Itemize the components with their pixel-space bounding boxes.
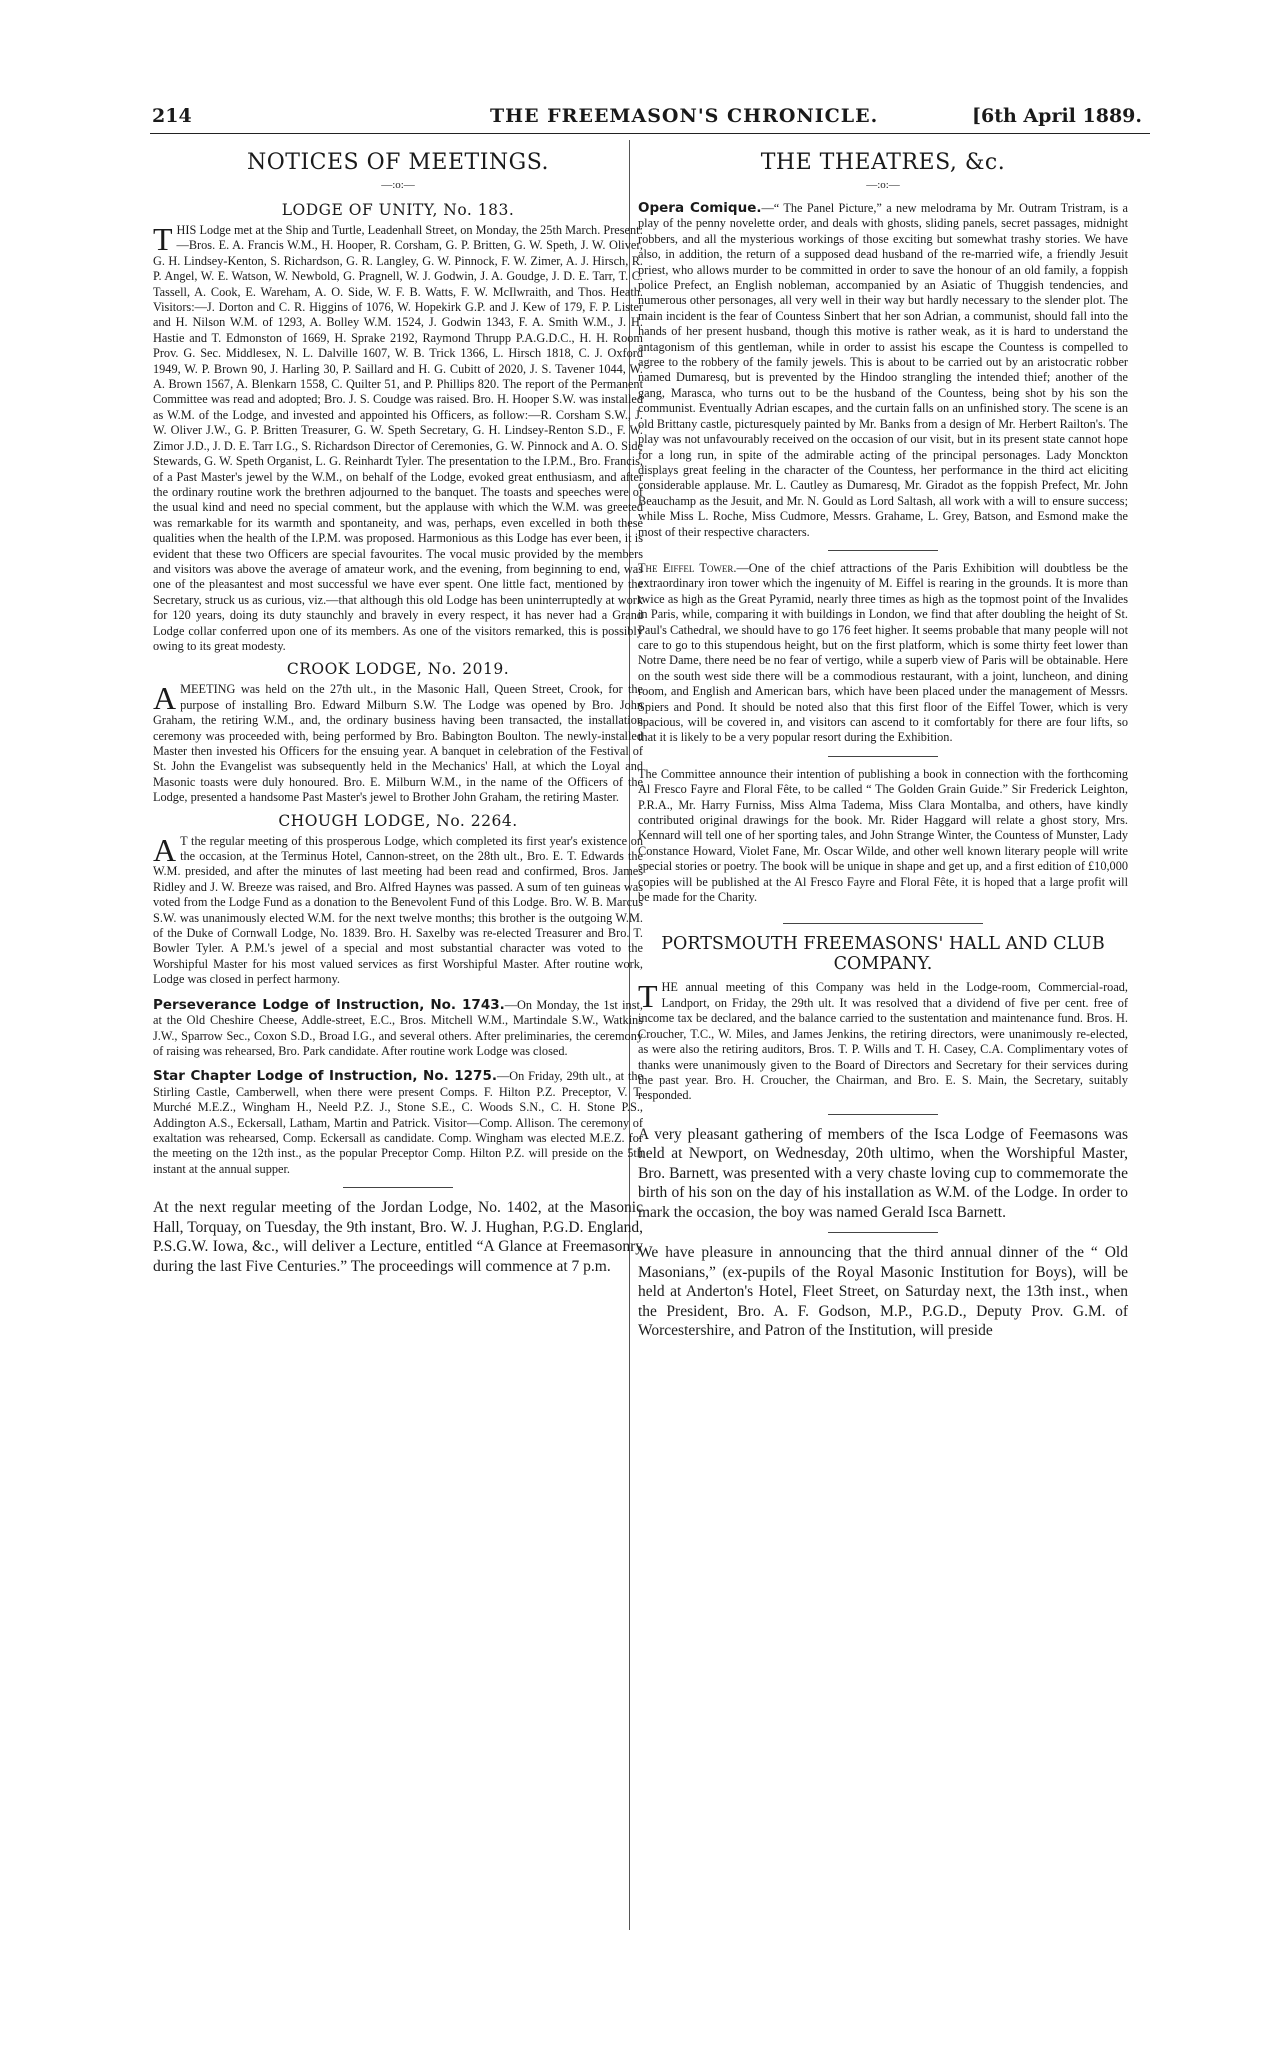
dropcap: T <box>153 221 173 257</box>
portsmouth-text: HE annual meeting of this Company was held in the Lodge-room, Commercial-road, Landport, on Friday, the 29th ult. It was resolved that a dividend of five per cent. free of income tax be declared, and the balance carried to the sustentation and maintenance fund. Bros. H. Croucher, T.C., W. Miles, and James Jenkins, the retiring directors, were unanimously re-elected, as were also the retiring auditors, Bros. T. P. Wills and T. H. Casey, C.A. Complimentary votes of thanks were unanimously given to the Board of Directors and Secretary for their services during the past year. Bro. H. Croucher, the Chairman, and Bro. E. S. Main, the Secretary, suitably responded. <box>638 980 1128 1103</box>
dropcap: T <box>638 978 658 1015</box>
opera-article <box>638 201 1128 540</box>
jordan-text: At the next regular meeting of the Jordan Lodge, No. 1402, at the Masonic Hall, Torquay, on Tuesday, the 9th instant, Bro. W. J. Hughan, P.G.D. England, P.S.G.W. Iowa, &c., will deliver a Lecture, entitled “A Glance at Freemasonry during the last Five Centuries.” The proceedings will commence at 7 p.m. <box>153 1199 643 1275</box>
opera-text: —“ The Panel Picture,” a new melodrama by Mr. Outram Tristram, is a play of the penny novelette order, and deals with ghosts, sliding panels, secret passages, midnight robbers, and all the mysterious workings of those exciting but somewhat trashy stories. We have also, in addition, the return of a supposed dead husband of the re-married wife, a friendly Jesuit priest, who allows murder to be committed in order to save the honour of an old family, a foppish police Prefect, an English nobleman, accompanied by an Asiatic of Thuggish tendencies, and numerous other personages, all very well in their way but hardly necessary to the slender plot. The main incident is the fear of Countess Sinbert that her son Adrian, a communist, should fall into the hands of her present husband, though this motive is rather weak, as it is hard to understand the antagonism of this gentleman, while in order to assist his escape the Countess is compelled to agree to the robbery of the family jewels. This is about to be carried out by an aristocratic robber named Dumaresq, but is prevented by the Hindoo strangling the intended thief; another of the gang, Marasca, who turns out to be the husband of the Countess, being shot by his son the communist. Eventually Adrian escapes, and the curtain falls on an unfinished story. The scene is an old Brittany castle, picturesquely painted by Mr. Banks from a design of Mr. Herbert Railton's. The play was not unfavourably received on the occasion of our visit, but in its present state cannot hope for a long run, in spite of the admirable acting of the principal personages. Lady Monckton displays great feeling in the character of the Countess, her performance in the third act eliciting considerable applause. Mr. L. Cautley as Dumaresq, Mr. Giradot as the foppish Prefect, Mr. John Beauchamp as the Jesuit, and Mr. N. Gould as Lord Saltash, all work with a will to ensure success; while Miss L. Roche, Miss Cudmore, Messrs. Grahame, L. Grey, Batson, and Esmond make the most of their respective characters. <box>638 201 1129 539</box>
committee-text: The Committee announce their intention of publishing a book in connection with the forthcoming Al Fresco Fayre and Floral Fête, to be called “ The Golden Grain Guide.” Sir Frederick Leighton, P.R.A., Mr. Harry Furniss, Miss Alma Tadema, Miss Clara Montalba, and others, have kindly contributed original drawings for the book. Mr. Rider Haggard will relate a ghost story, Mrs. Kennard will tell one of her sporting tales, and John Strange Winter, the Countess of Munster, Lady Constance Howard, Violet Fane, Mr. Oscar Wilde, and other well known literary people will write special stories or poetry. The book will be unique in shape and get up, and a first edition of £10,000 copies will be published at the Al Fresco Fayre and Floral Fête, it is hoped that a large profit will be made for the Charity. <box>638 766 1128 905</box>
dropcap: A <box>153 680 177 717</box>
chough-title: CHOUGH LODGE, No. 2264. <box>278 811 518 830</box>
ornament: —:o:— <box>866 179 900 191</box>
perseverance-article <box>153 998 643 1060</box>
eiffel-text: —One of the chief attractions of the Paris Exhibition will doubtless be the extraordinary iron tower which the ingenuity of M. Eiffel is rearing in the grounds. It is more than twice as high as the Great Pyramid, nearly three times as high as the topmost point of the Invalides in Paris, while, comparing it with buildings in London, we find that after doubling the height of St. Paul's Cathedral, we should have to go 176 feet higher. It seems probable that many people will not care to go to this stupendous height, but on the first platform, which is some thirty feet lower than Notre Dame, there need be no fear of vertigo, while a superb view of Paris will be obtainable. Here on the south west side there will be a commodious restaurant, with a joint, luncheon, and dining room, and English and American bars, which have been placed under the management of Messrs. Spiers and Pond. It should be noted also that this first floor of the Eiffel Tower, which is very spacious, will be covered in, and visitors can ascend to it comfortably for there are four lifts, so that it is likely to be a very popular resort during the Exhibition. <box>638 560 1128 745</box>
unity-text: HIS Lodge met at the Ship and Turtle, Leadenhall Street, on Monday, the 25th March. Present:—Bros. E. A. Francis W.M., H. Hooper, R. Corsham, G. P. Britten, G. W. Speth, J. W. Oliver, G. H. Lindsey-Kenton, S. Richardson, G. R. Langley, G. W. Pinnock, F. W. Zimer, A. J. Hirsch, R. P. Angel, W. E. Watson, W. Newbold, G. Pragnell, W. J. Godwin, J. A. Goudge, J. D. E. Tarr, T. C. Tassell, A. Cook, E. Wareham, A. O. Side, W. F. B. Watts, F. W. McIlwraith, and Thos. Heath. Visitors:—J. Dorton and C. R. Higgins of 1076, W. Hopekirk G.P. and J. Kew of 179, F. P. Lister and H. Nilson W.M. of 1293, A. Bolley W.M. 1524, J. Godwin 1343, F. A. Smith W.M., J. H. Hastie and T. Edmonston of 1669, H. Sprake 2192, Raymond Thrupp P.A.G.D.C., H. H. Room Prov. G. Sec. Middlesex, N. L. Dalville 1607, W. B. Trick 1366, L. Hirsch 1818, C. J. Oxford 1949, W. P. Brown 90, J. Harling 30, P. Saillard and H. G. Cubitt of 2020, J. S. Tavener 1044, W. A. Brown 1567, A. Blenkarn 1558, C. Quilter 51, and P. Phillips 820. The report of the Permanent Committee was read and adopted; Bro. J. S. Coudge was raised. Bro. H. Hooper S.W. was installed as W.M. of the Lodge, and invested and appointed his Officers, as follow:—R. Corsham S.W., J. W. Oliver J.W., G. P. Britten Treasurer, G. W. Speth Secretary, G. H. Lindsey-Renton S.D., F. W. Zimor J.D., J. D. E. Tarr I.G., S. Richardson Director of Ceremonies, G. W. Pinnock and A. O. Side Stewards, G. W. Speth Organist, L. G. Reinhardt Tyler. The presentation to the I.P.M., Bro. Francis, of a Past Master's jewel by the W.M., on behalf of the Lodge, evoked great enthusiasm, and after the ordinary routine work the brethren adjourned to the banquet. The toasts and speeches were of the usual kind and need no special comment, but the applause with which the W.M. was greeted was remarkable for its warmth and spontaneity, and was, perhaps, even excelled in both these qualities when the health of the I.P.M. was proposed. Harmonious as this Lodge has ever been, it is evident that these two Officers are special favourites. The vocal music provided by the members and visitors was above the average of amateur work, and the evening, from beginning to end, was one of the pleasantest and most successful we have ever spent. One little fact, mentioned by the Secretary, struck us as curious, viz.—that although this old Lodge has been uninterruptedly at work for 120 years, doing its duty staunchly and bravely in every respect, it has never had a Grand Lodge collar conferred upon one of its members. As one of the visitors remarked, this is possibly owing to its great modesty. <box>153 223 643 653</box>
masonians-block <box>638 1243 1128 1341</box>
ornament: —:o:— <box>381 179 415 191</box>
masonians-text: We have pleasure in announcing that the third annual dinner of the “ Old Masonians,” (ex-pupils of the Royal Masonic Institution for Boys), will be held at Anderton's Hotel, Fleet Street, on Saturday next, the 13th inst., when the President, Bro. A. F. Godson, M.P., P.G.D., Deputy Prov. G.M. of Worcestershire, and Patron of the Institution, will preside <box>638 1244 1128 1340</box>
perseverance-text: —On Monday, the 1st inst, at the Old Cheshire Cheese, Addle-street, E.C., Bros. Mitchell W.M., Martindale S.W., Watkins J.W., Sparrow Sec., Coxon S.D., Broad I.G., and several others. After preliminaries, the ceremony of raising was rehearsed, Bro. Park candidate. After routine work Lodge was closed. <box>153 997 643 1058</box>
chough-text: T the regular meeting of this prosperous Lodge, which completed its first year's existence on the occasion, at the Terminus Hotel, Cannon-street, on the 28th ult., Bro. E. T. Edwards the W.M. presided, and after the minutes of last meeting had been read and confirmed, Bros. James Ridley and J. W. Breeze was raised, and Bro. Alfred Haynes was passed. A sum of ten guineas was voted from the Lodge Fund as a donation to the Benevolent Fund of this Lodge. Bro. W. B. Marcus S.W. was unanimously elected W.M. for the next twelve months; this brother is the outgoing W.M. of the Duke of Cornwall Lodge, No. 1839. Bro. H. Saxelby was re-elected Treasurer and Bro. T. Bowler Tyler. A P.M.'s jewel of a special and most substantial character was voted to the Worshipful Master for his most valued services as first Worshipful Master. After routine work, Lodge was closed in perfect harmony. <box>153 833 643 987</box>
eiffel-article <box>638 561 1128 746</box>
jordan-block <box>153 1198 643 1276</box>
divider <box>828 550 938 551</box>
running-header <box>150 105 1150 134</box>
crook-text: MEETING was held on the 27th ult., in the Masonic Hall, Queen Street, Crook, for the purpose of installing Bro. Edward Milburn S.W. The Lodge was opened by Bro. John Graham, the retiring W.M., and, the ordinary business having been transacted, the installation ceremony was proceeded with, being performed by Bro. Babington Boulton. The newly-installed Master then invested his Officers for the ensuing year. A banquet in celebration of the Festival of St. John the Evangelist was subsequently held in the Mechanics' Hall, at which the Loyal and Masonic toasts were duly honoured. Bro. E. Milburn W.M., in the name of the Officers of the Lodge, presented a handsome Past Master's jewel to Brother John Graham, the retiring Master. <box>153 682 643 805</box>
opera-heading: Opera Comique. <box>638 200 762 216</box>
eiffel-heading: The Eiffel Tower. <box>638 560 737 575</box>
right-column <box>638 148 1128 1347</box>
divider <box>828 1232 938 1233</box>
crook-title: CROOK LODGE, No. 2019. <box>286 660 510 679</box>
isca-text: A very pleasant gathering of members of the Isca Lodge of Feemasons was held at Newport, on Wednesday, 20th ultimo, when the Worshipful Master, Bro. Barnett, was presented with a very chaste loving cup to commemorate the birth of his son on the day of his installation as W.M. of the Lodge. In order to mark the occasion, the boy was named Gerald Isca Barnett. <box>638 1125 1128 1221</box>
left-column <box>153 148 643 1282</box>
divider <box>828 756 938 757</box>
crook-article <box>153 682 643 805</box>
divider <box>783 923 983 924</box>
star-article <box>153 1069 643 1177</box>
perseverance-heading: Perseverance Lodge of Instruction, No. 1743. <box>153 996 505 1013</box>
portsmouth-title: PORTSMOUTH FREEMASONS' HALL AND CLUB COMPANY. <box>661 934 1105 975</box>
star-heading: Star Chapter Lodge of Instruction, No. 1275. <box>153 1068 497 1085</box>
star-text: —On Friday, 29th ult., at the Stirling Castle, Camberwell, when there were present Comps. F. Hilton P.Z. Preceptor, V. T. Murché M.E.Z., Wingham H., Neeld P.Z. J., Stone S.E., C. Woods S.N., C. H. Stone P.S., Addington A.S., Eckersall, Latham, Martin and Patrick. Visitor—Comp. Allison. The ceremony of exaltation was rehearsed, Comp. Eckersall as candidate. Comp. Wingham was elected M.E.Z. for the meeting on the 12th inst., as the popular Preceptor Comp. Hilton P.Z. will preside on the 5th instant at the annual supper. <box>153 1069 643 1176</box>
portsmouth-article <box>638 980 1128 1103</box>
publication-title: THE FREEMASON'S CHRONICLE. <box>490 105 879 127</box>
unity-article <box>153 223 643 654</box>
issue-date: [6th April 1889. <box>972 105 1142 127</box>
page-number: 214 <box>152 105 192 127</box>
divider <box>828 1114 938 1115</box>
chough-article <box>153 831 643 988</box>
dropcap: A <box>153 831 177 868</box>
notices-title: NOTICES OF MEETINGS. <box>246 150 549 175</box>
divider <box>343 1187 453 1188</box>
theatres-title: THE THEATRES, &c. <box>760 150 1006 175</box>
unity-title: LODGE OF UNITY, No. 183. <box>281 201 515 219</box>
isca-block <box>638 1125 1128 1223</box>
